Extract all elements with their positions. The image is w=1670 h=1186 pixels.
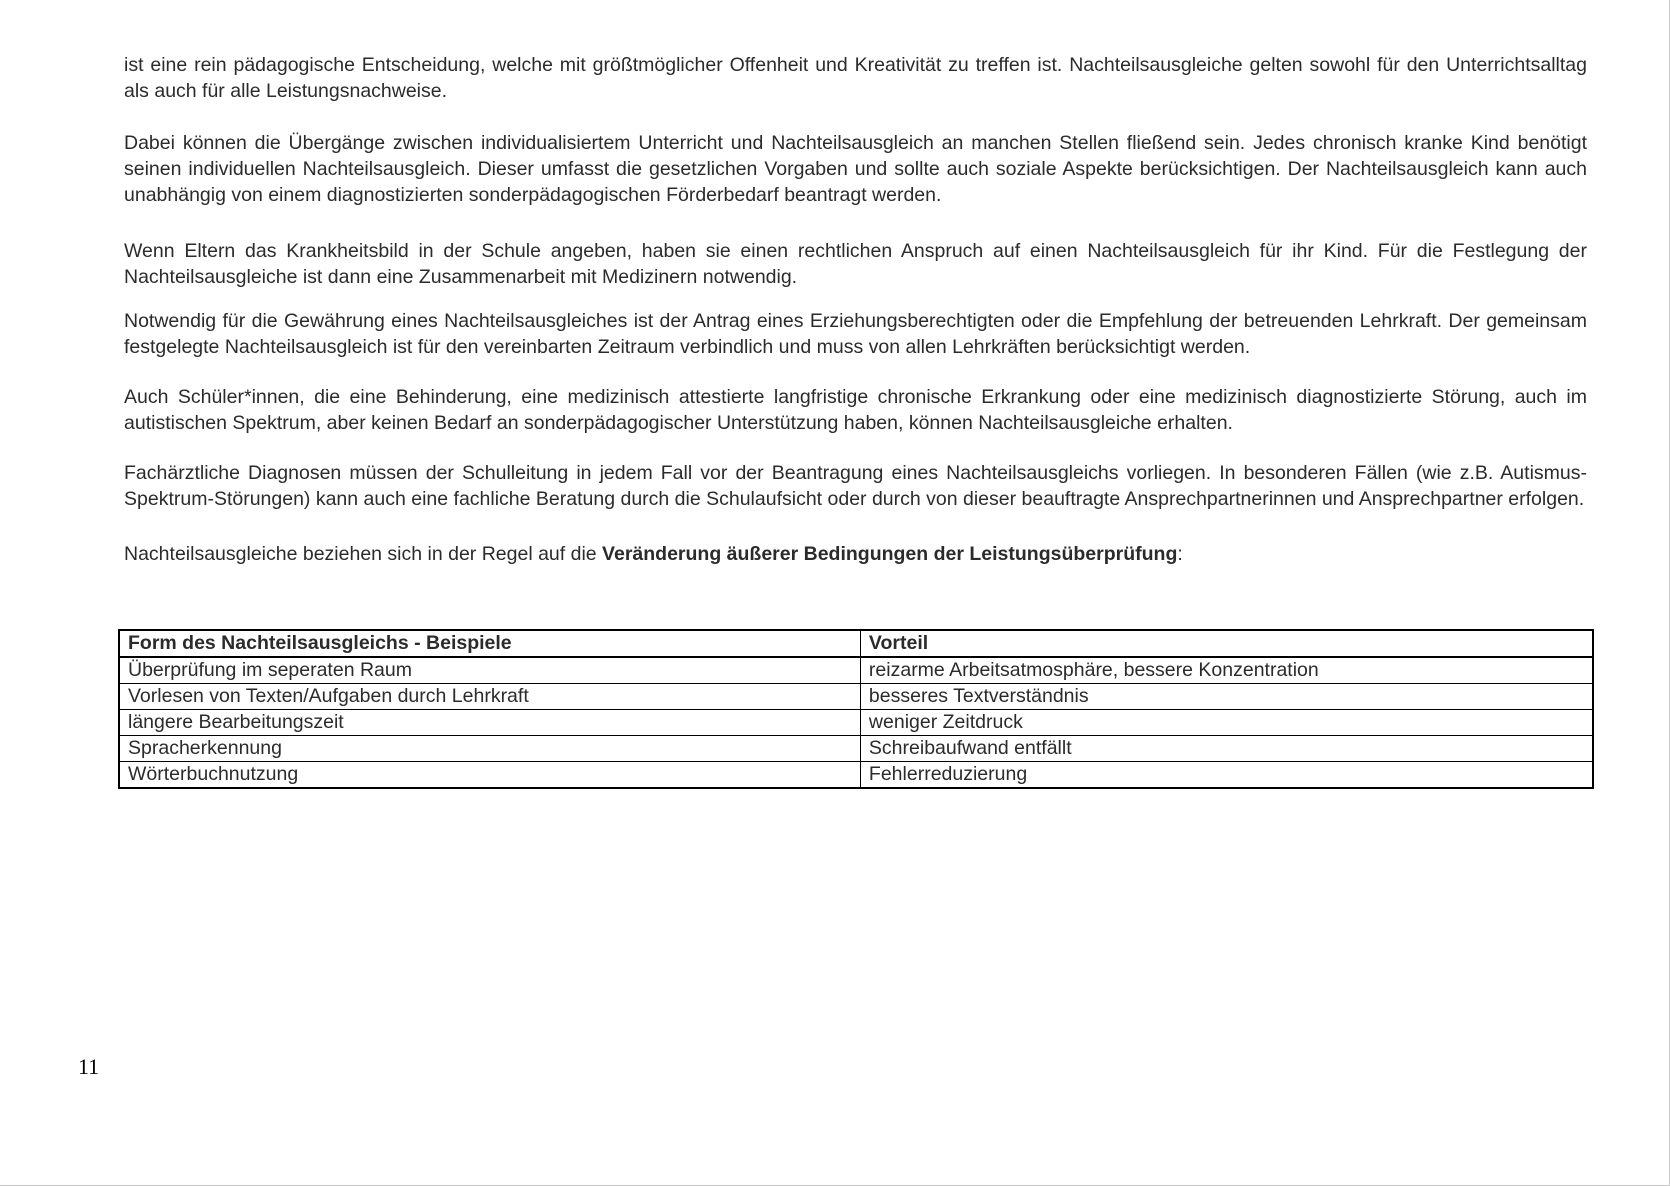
paragraph-2: Dabei können die Übergänge zwischen individualisiertem Unterricht und Nachteilsausgleich an manchen Stellen fließend sein. Jedes chronisch kranke Kind benötigt seinen individuellen Nachteilsausgleich. Dieser umfasst die gesetzlichen Vorgaben und sollte auch soziale Aspekte berücksichtigen. Der Nachteilsausgleich kann auch unabhängig von einem diagnostizierten sonderpädagogischen Förderbedarf beantragt werden. — [124, 132, 1587, 206]
page-number: 11 — [78, 1054, 100, 1079]
paragraph-5: Auch Schüler*innen, die eine Behinderung, eine medizinisch attestierte langfristige chronische Erkrankung oder eine medizinisch diagnostizierte Störung, auch im autistischen Spektrum, aber keinen Bedarf an sonderpädagogischer Unterstützung haben, können Nachteilsausgleiche erhalten. — [124, 386, 1587, 434]
lead-in-normal-text: Nachteilsausgleiche beziehen sich in der Regel auf die — [124, 543, 603, 565]
table-cell-vorteil: reizarme Arbeitsatmosphäre, bessere Konzentration — [860, 657, 1593, 684]
paragraph-4: Notwendig für die Gewährung eines Nachteilsausgleiches ist der Antrag eines Erziehungsberechtigten oder die Empfehlung der betreuenden Lehrkraft. Der gemeinsam festgelegte Nachteilsausgleich ist für den vereinbarten Zeitraum verbindlich und muss von allen Lehrkräften berücksichtigt werden. — [124, 310, 1587, 358]
paragraph-3: Wenn Eltern das Krankheitsbild in der Schule angeben, haben sie einen rechtlichen Anspruch auf einen Nachteilsausgleich für ihr Kind. Für die Festlegung der Nachteilsausgleiche ist dann eine Zusammenarbeit mit Medizinern notwendig. — [124, 240, 1587, 288]
table-lead-in — [124, 541, 1587, 567]
table-cell-vorteil: Schreibaufwand entfällt — [860, 736, 1593, 762]
table-row — [119, 762, 1593, 789]
table-cell-vorteil: besseres Textverständnis — [860, 684, 1593, 710]
table-cell-form: Vorlesen von Texten/Aufgaben durch Lehrkraft — [119, 684, 860, 710]
benefits-table — [118, 629, 1594, 789]
page-content — [124, 52, 1587, 789]
lead-in-suffix: : — [1177, 543, 1183, 565]
table-cell-vorteil: Fehlerreduzierung — [860, 762, 1593, 789]
table-cell-form: Spracherkennung — [119, 736, 860, 762]
table-row — [119, 710, 1593, 736]
lead-in-bold-text: Veränderung äußerer Bedingungen der Leistungsüberprüfung — [602, 543, 1178, 565]
table-header-row — [119, 630, 1593, 657]
table-row — [119, 657, 1593, 684]
paragraph-6: Fachärztliche Diagnosen müssen der Schulleitung in jedem Fall vor der Beantragung eines Nachteilsausgleichs vorliegen. In besonderen Fällen (wie z.B. Autismus-Spektrum-Störungen) kann auch eine fachliche Beratung durch die Schulaufsicht oder durch von dieser beauftragte Ansprechpartnerinnen und Ansprechpartner erfolgen. — [124, 462, 1587, 510]
table-cell-vorteil: weniger Zeitdruck — [860, 710, 1593, 736]
table-header-form: Form des Nachteilsausgleichs - Beispiele — [119, 630, 860, 657]
table-cell-form: längere Bearbeitungszeit — [119, 710, 860, 736]
table-cell-form: Wörterbuchnutzung — [119, 762, 860, 789]
table-cell-form: Überprüfung im seperaten Raum — [119, 657, 860, 684]
table-row — [119, 736, 1593, 762]
paragraph-1: ist eine rein pädagogische Entscheidung, welche mit größtmöglicher Offenheit und Kreativität zu treffen ist. Nachteilsausgleiche gelten sowohl für den Unterrichtsalltag als auch für alle Leistungsnachweise. — [124, 54, 1587, 102]
table-row — [119, 684, 1593, 710]
table-header-vorteil: Vorteil — [860, 630, 1593, 657]
